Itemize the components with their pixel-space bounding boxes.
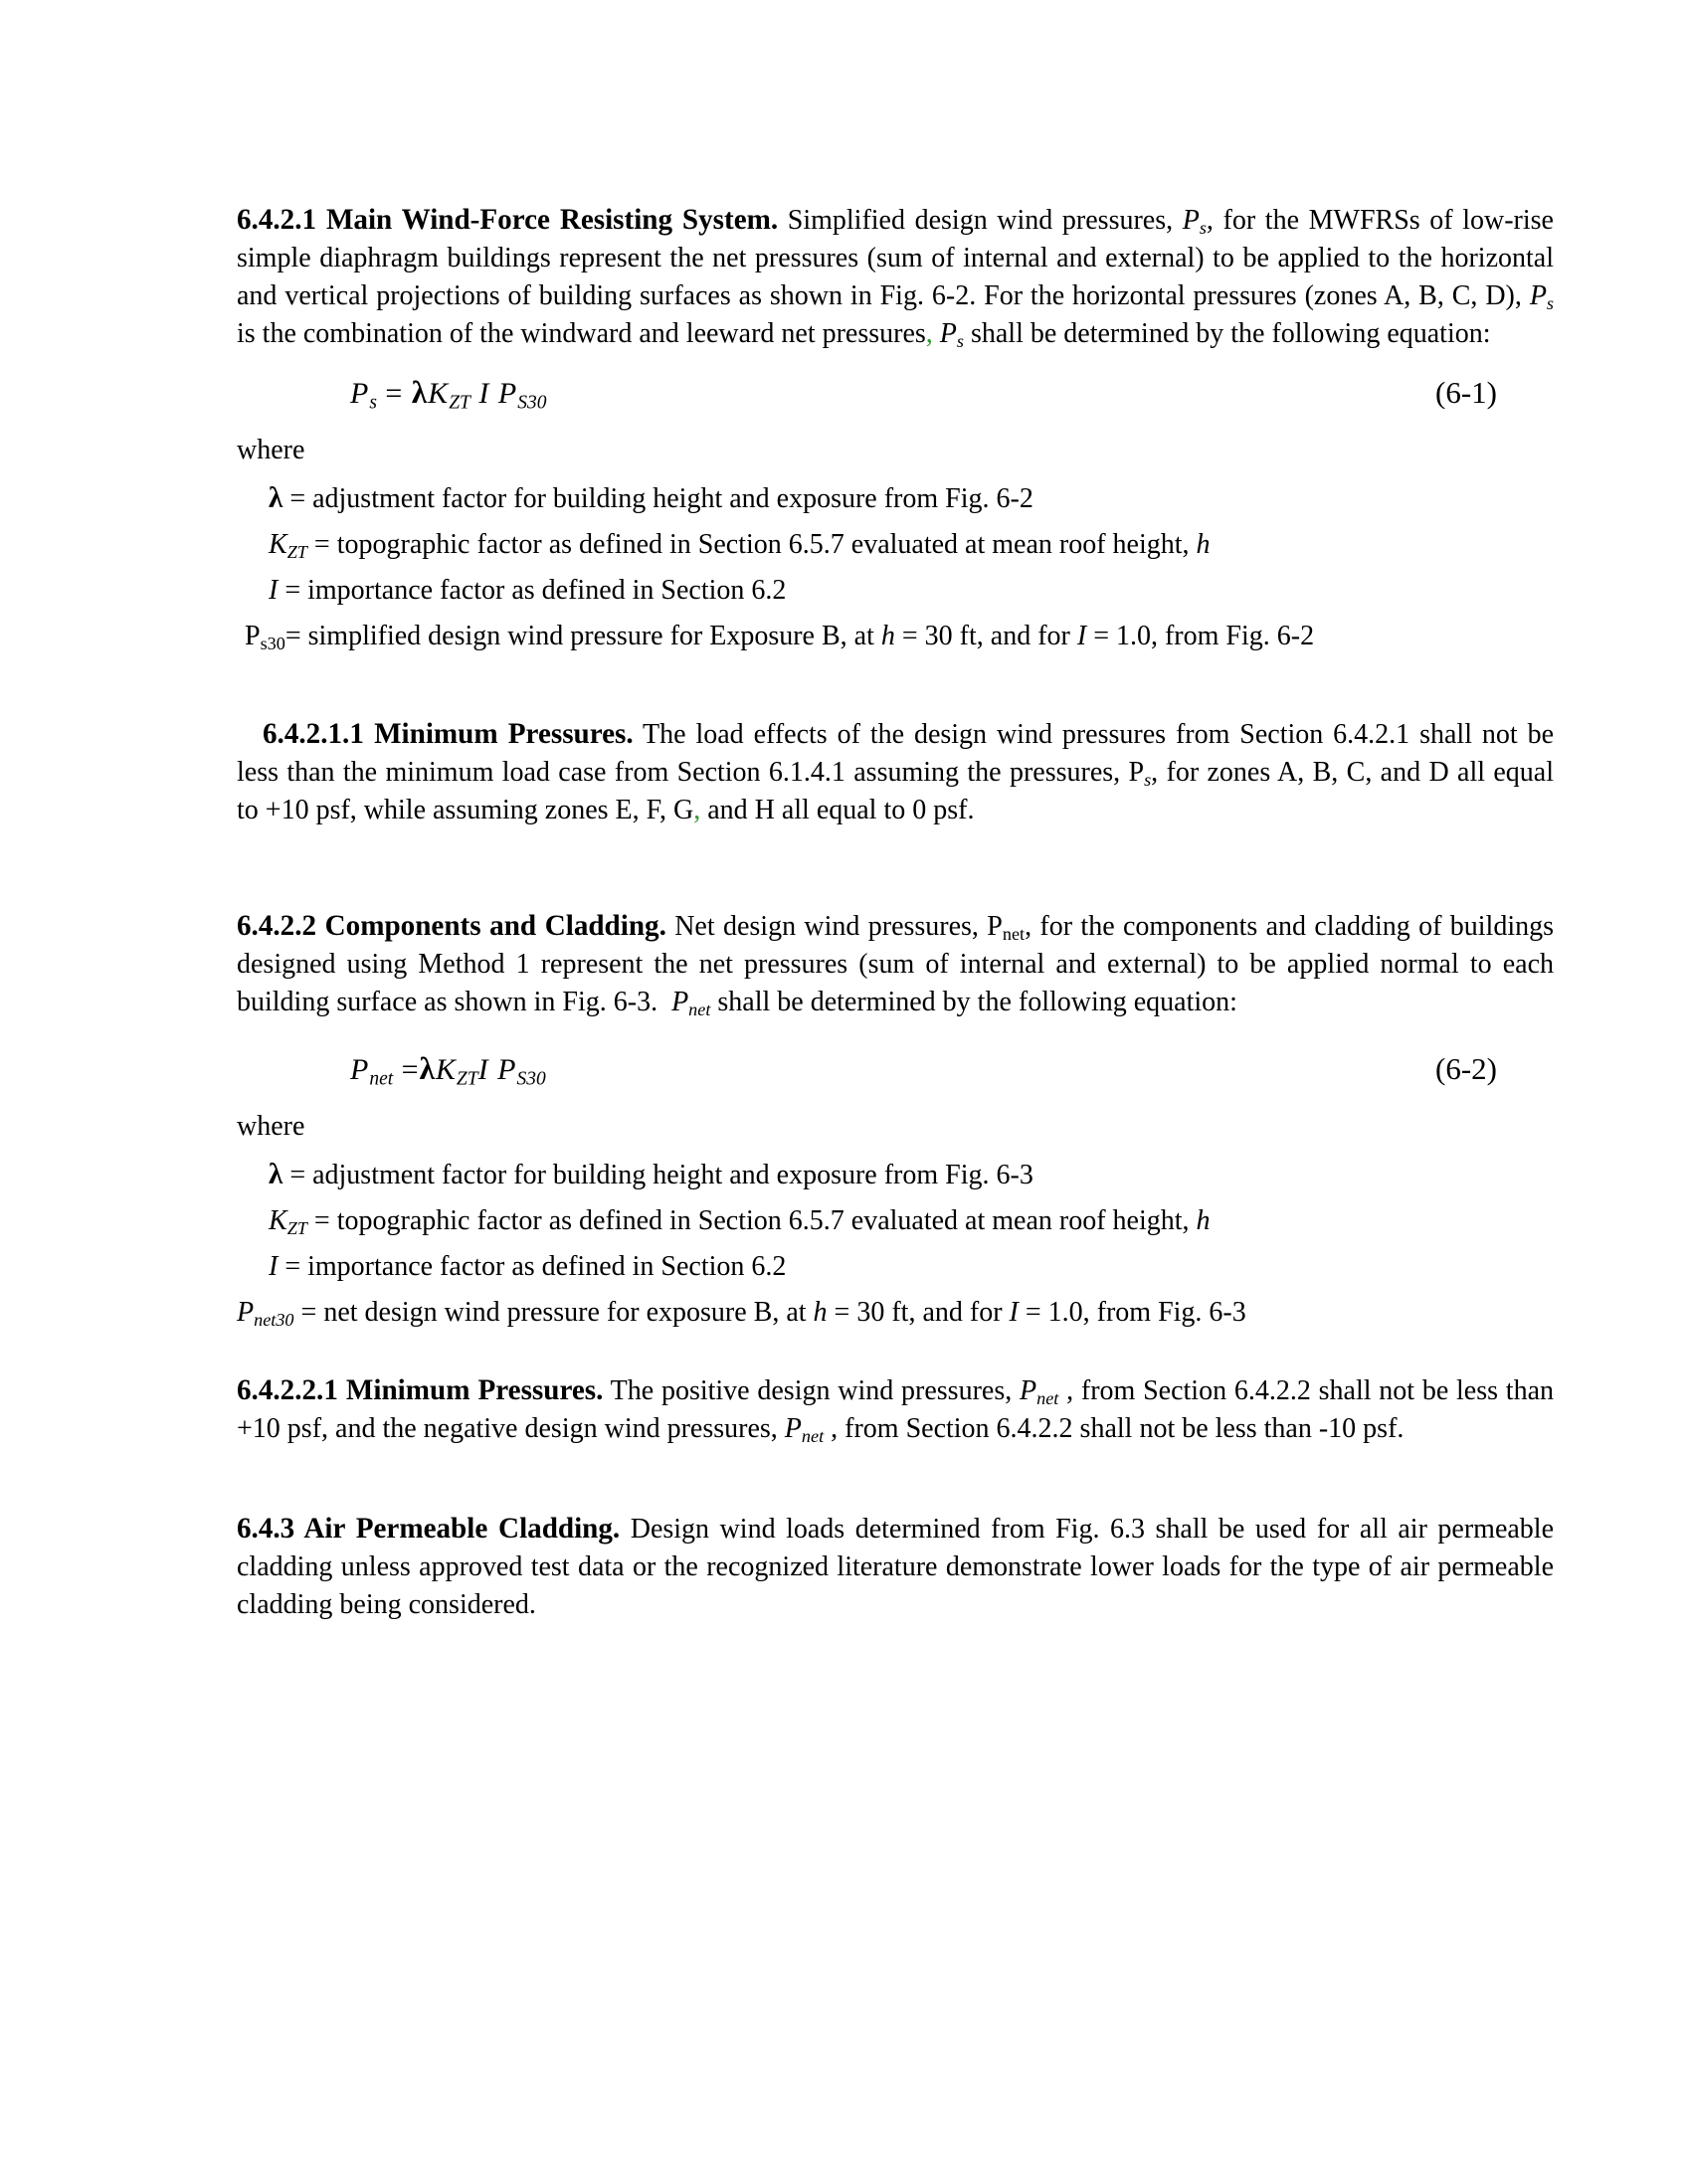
equation-6-2-row — [237, 1047, 1554, 1092]
section-6.4.3-paragraph: 6.4.3 Air Permeable Cladding. Design wind loads determined from Fig. 6.3 shall be used for all air permeable cladding unless approved test data or the recognized literature demonstrate lower loads for the type of air permeable cladding being considered. — [237, 1513, 1555, 1620]
where-label-2: where — [237, 1111, 305, 1142]
definition-kzt-1: KZT = topographic factor as defined in Section 6.5.7 evaluated at mean roof height, h — [269, 529, 1211, 563]
section-6.4.2.1.1-paragraph: 6.4.2.1.1 Minimum Pressures. The load effects of the design wind pressures from Section 6.4.2.1 shall not be less than the minimum load case from Section 6.1.4.1 assuming the pressures, Ps, for zones A, B, C, and D all equal to +10 psf, while assuming zones E, F, G, and H all equal to 0 psf. — [237, 718, 1555, 825]
definition-ps30: Ps30= simplified design wind pressure for Exposure B, at h = 30 ft, and for I = 1.0, from Fig. 6-2 — [245, 621, 1315, 654]
definition-list-2 — [237, 1156, 1554, 1332]
definition-importance-1: I = importance factor as defined in Section 6.2 — [269, 575, 787, 606]
equation-6-1-number: (6-1) — [1435, 375, 1497, 410]
equation-6-2-number: (6-2) — [1435, 1051, 1497, 1086]
section-6.4.2.2-paragraph: 6.4.2.2 Components and Cladding. Net design wind pressures, Pnet, for the components and cladding of buildings designed using Method 1 represent the net pressures (sum of internal and external) to be applied normal to each building surface as shown in Fig. 6-3. Pnet shall be determined by the following equation: — [237, 910, 1555, 1020]
equation-6-1: Ps = λKZT I PS30 — [350, 375, 547, 414]
definition-lambda-1: λ = adjustment factor for building height and exposure from Fig. 6-2 — [269, 482, 1033, 514]
where-label-1: where — [237, 435, 305, 465]
definition-lambda-2: λ = adjustment factor for building height and exposure from Fig. 6-3 — [269, 1159, 1033, 1190]
equation-6-2: Pnet =λKZTI PS30 — [350, 1051, 546, 1090]
definition-importance-2: I = importance factor as defined in Section 6.2 — [269, 1251, 787, 1282]
equation-6-1-row — [237, 371, 1554, 416]
definition-kzt-2: KZT = topographic factor as defined in Section 6.5.7 evaluated at mean roof height, h — [269, 1205, 1211, 1239]
definition-list-1 — [237, 479, 1554, 655]
section-6.4.2.2.1-paragraph: 6.4.2.2.1 Minimum Pressures. The positive design wind pressures, Pnet , from Section 6.4.2.2 shall not be less than +10 psf, and the negative design wind pressures, Pnet , from Section 6.4.2.2 shall not be less than -10 psf. — [237, 1374, 1555, 1447]
definition-pnet30: Pnet30 = net design wind pressure for exposure B, at h = 30 ft, and for I = 1.0, from Fig. 6-3 — [237, 1297, 1246, 1331]
section-6.4.2.1-paragraph: 6.4.2.1 Main Wind-Force Resisting System. Simplified design wind pressures, Ps, for the MWFRSs of low-rise simple diaphragm buildings represent the net pressures (sum of internal and external) to be applied to the horizontal and vertical projections of building surfaces as shown in Fig. 6-2. For the horizontal pressures (zones A, B, C, D), Ps is the combination of the windward and leeward net pressures, Ps shall be determined by the following equation: — [237, 204, 1554, 352]
